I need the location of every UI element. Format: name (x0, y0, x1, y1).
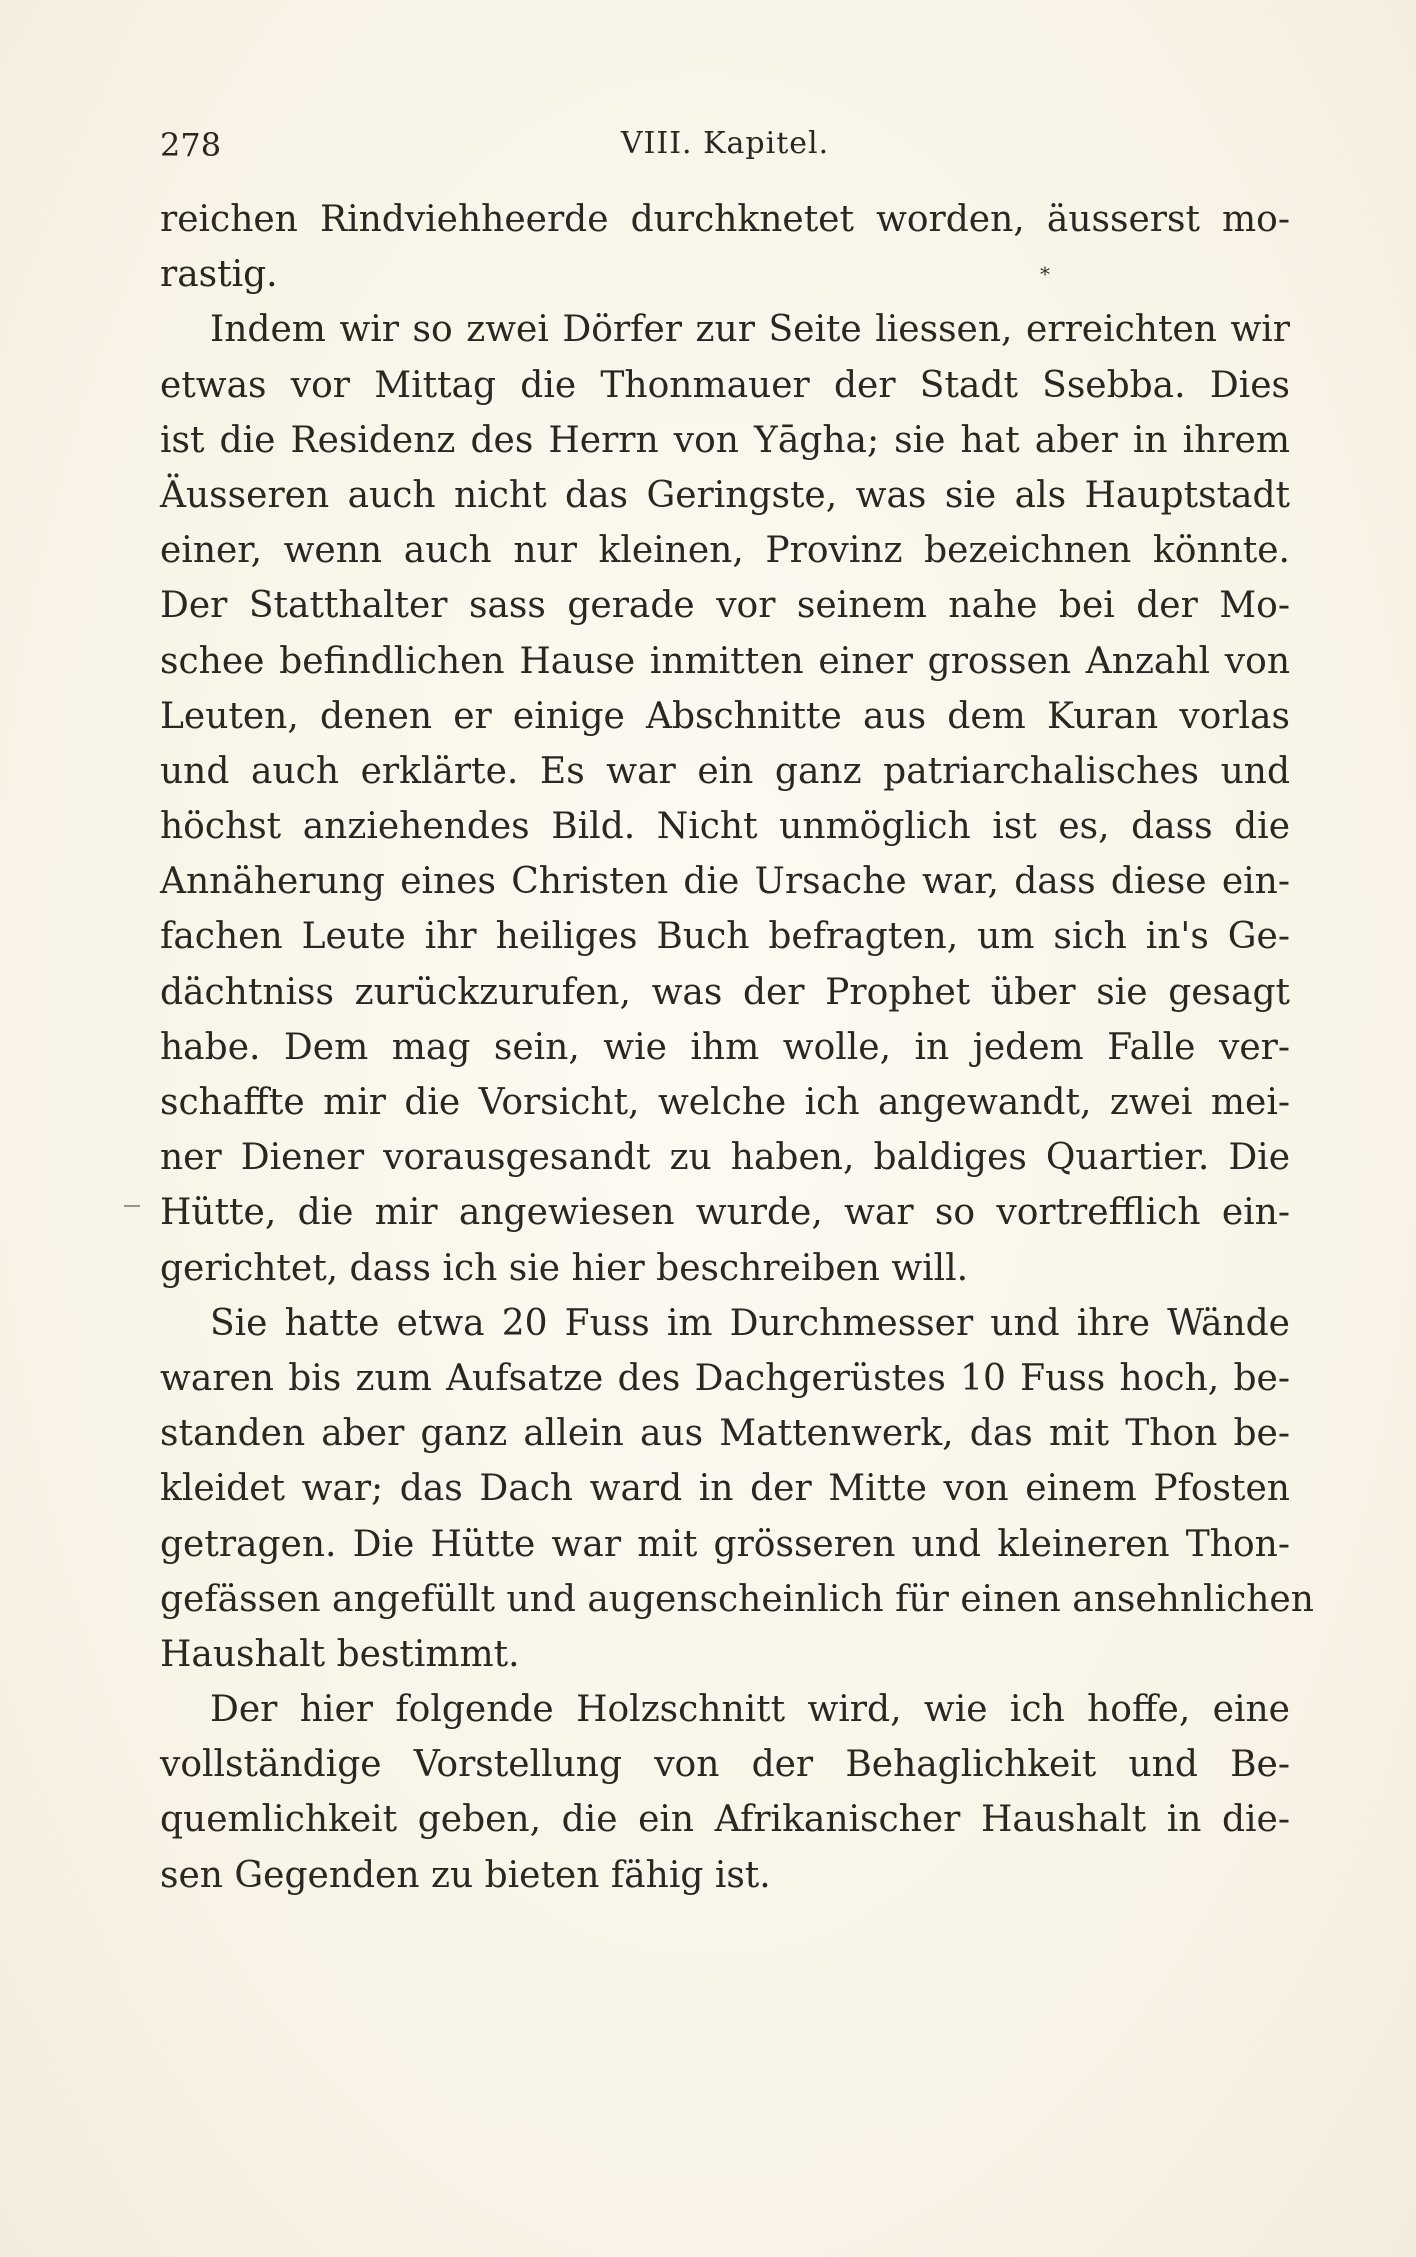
text-line: kleidet war; das Dach ward in der Mitte von einem Pfosten (160, 1468, 1290, 1510)
text-line: einer, wenn auch nur kleinen, Provinz bezeichnen könnte. (160, 530, 1290, 572)
text-line: getragen. Die Hütte war mit grösseren und kleineren Thon- (160, 1523, 1290, 1565)
text-line: fachen Leute ihr heiliges Buch befragten, um sich in's Ge- (160, 916, 1290, 958)
text-line: Leuten, denen er einige Abschnitte aus dem Kuran vorlas (160, 695, 1290, 737)
text-line: höchst anziehendes Bild. Nicht unmöglich ist es, dass die (160, 806, 1290, 848)
paragraph-start-line: Sie hatte etwa 20 Fuss im Durchmesser und ihre Wände (210, 1302, 1290, 1344)
text-line: waren bis zum Aufsatze des Dachgerüstes 10 Fuss hoch, be- (160, 1357, 1290, 1399)
body-text (160, 192, 1314, 1903)
text-line: vollständige Vorstellung von der Behaglichkeit und Be- (160, 1744, 1290, 1786)
text-line: Hütte, die mir angewiesen wurde, war so vortrefflich ein- (160, 1192, 1290, 1234)
text-line: Haushalt bestimmt. (160, 1633, 520, 1675)
paragraph-start-line: Der hier folgende Holzschnitt wird, wie ich hoffe, eine (210, 1689, 1290, 1731)
margin-dash (124, 1205, 140, 1207)
text-line: etwas vor Mittag die Thonmauer der Stadt Ssebba. Dies (160, 364, 1290, 406)
text-line: Annäherung eines Christen die Ursache war, dass diese ein- (160, 861, 1290, 903)
text-line: gerichtet, dass ich sie hier beschreiben will. (160, 1247, 969, 1289)
text-line: standen aber ganz allein aus Mattenwerk, das mit Thon be- (160, 1413, 1290, 1455)
text-line: Äusseren auch nicht das Geringste, was sie als Hauptstadt (160, 474, 1290, 516)
text-line: habe. Dem mag sein, wie ihm wolle, in jedem Falle ver- (160, 1026, 1290, 1068)
text-line: ist die Residenz des Herrn von Yāgha; sie hat aber in ihrem (160, 419, 1290, 461)
asterisk-mark: * (1040, 262, 1050, 286)
text-line: gefässen angefüllt und augenscheinlich für einen ansehnlichen (160, 1578, 1314, 1620)
text-line: dächtniss zurückzurufen, was der Prophet über sie gesagt (160, 971, 1290, 1013)
page-number: 278 (160, 126, 222, 164)
text-line: quemlichkeit geben, die ein Afrikanischer Haushalt in die- (160, 1799, 1290, 1841)
paragraph-start-line: Indem wir so zwei Dörfer zur Seite liessen, erreichten wir (210, 309, 1290, 351)
text-line: ner Diener vorausgesandt zu haben, baldiges Quartier. Die (160, 1137, 1290, 1179)
text-line: Der Statthalter sass gerade vor seinem nahe bei der Mo- (160, 585, 1290, 627)
text-line: und auch erklärte. Es war ein ganz patriarchalisches und (160, 750, 1290, 792)
text-line: reichen Rindviehheerde durchknetet worden, äusserst mo- (160, 199, 1290, 240)
page-header (160, 120, 1290, 170)
text-line: rastig. (160, 254, 278, 296)
text-line: schaffte mir die Vorsicht, welche ich angewandt, zwei mei- (160, 1082, 1290, 1123)
text-line: sen Gegenden zu bieten fähig ist. (160, 1854, 771, 1896)
text-line: schee befindlichen Hause inmitten einer grossen Anzahl von (160, 640, 1290, 682)
running-head: VIII. Kapitel. (620, 126, 830, 161)
